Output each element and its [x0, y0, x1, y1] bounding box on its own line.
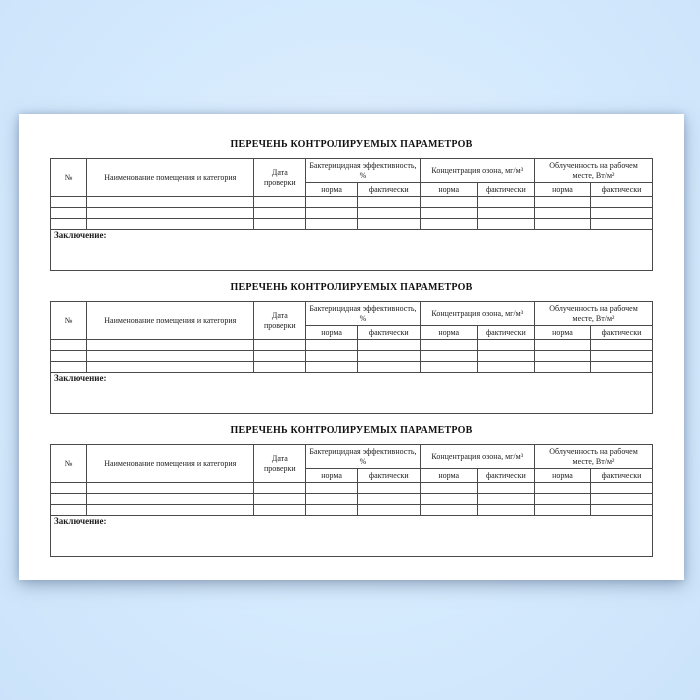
col-header-number: №: [51, 159, 87, 197]
empty-cell: [477, 208, 534, 219]
table-header: [51, 302, 653, 340]
empty-cell: [51, 197, 87, 208]
empty-cell: [306, 197, 358, 208]
empty-cell: [51, 362, 87, 373]
group-header-workplace-irradiance: Облученность на рабочем месте, Вт/м²: [534, 159, 652, 183]
empty-cell: [534, 505, 590, 516]
subheader-irradiance-norm: норма: [534, 326, 590, 340]
subheader-ozone-actual: фактически: [477, 326, 534, 340]
empty-cell: [534, 208, 590, 219]
empty-cell: [590, 340, 652, 351]
conclusion-row: [51, 516, 653, 557]
empty-cell: [87, 494, 254, 505]
header-row-groups: [51, 302, 653, 326]
empty-cell: [420, 197, 477, 208]
empty-cell: [477, 362, 534, 373]
empty-cell: [420, 483, 477, 494]
empty-cell: [306, 505, 358, 516]
conclusion-cell: [51, 373, 653, 414]
conclusion-label: Заключение:: [54, 516, 107, 526]
empty-cell: [87, 351, 254, 362]
empty-cell: [51, 351, 87, 362]
empty-cell: [534, 340, 590, 351]
empty-data-row: [51, 208, 653, 219]
empty-cell: [477, 351, 534, 362]
data-rows: [51, 197, 653, 230]
group-header-ozone-concentration: Концентрация озона, мг/м³: [420, 445, 534, 469]
empty-data-row: [51, 351, 653, 362]
empty-cell: [477, 494, 534, 505]
header-row-groups: [51, 445, 653, 469]
conclusion-row: [51, 373, 653, 414]
empty-cell: [358, 505, 421, 516]
empty-cell: [534, 362, 590, 373]
empty-cell: [477, 483, 534, 494]
conclusion-section: [51, 230, 653, 271]
empty-cell: [358, 351, 421, 362]
sections-container: [50, 139, 653, 557]
subheader-bactericidal-norm: норма: [306, 326, 358, 340]
empty-cell: [87, 483, 254, 494]
empty-cell: [420, 219, 477, 230]
subheader-ozone-norm: норма: [420, 326, 477, 340]
empty-cell: [87, 362, 254, 373]
empty-cell: [358, 219, 421, 230]
empty-cell: [358, 362, 421, 373]
empty-cell: [534, 219, 590, 230]
data-rows: [51, 483, 653, 516]
empty-cell: [358, 494, 421, 505]
empty-cell: [420, 494, 477, 505]
empty-cell: [306, 208, 358, 219]
col-header-room-name: Наименование помещения и категория: [87, 159, 254, 197]
empty-cell: [590, 505, 652, 516]
empty-cell: [534, 494, 590, 505]
empty-cell: [590, 219, 652, 230]
conclusion-cell: [51, 516, 653, 557]
empty-data-row: [51, 494, 653, 505]
col-header-number: №: [51, 302, 87, 340]
empty-cell: [590, 483, 652, 494]
subheader-bactericidal-norm: норма: [306, 183, 358, 197]
empty-cell: [254, 505, 306, 516]
empty-cell: [87, 197, 254, 208]
empty-data-row: [51, 219, 653, 230]
col-header-check-date: Дата проверки: [254, 302, 306, 340]
parameters-table: [50, 444, 653, 557]
empty-cell: [420, 208, 477, 219]
subheader-bactericidal-actual: фактически: [358, 326, 421, 340]
group-header-ozone-concentration: Концентрация озона, мг/м³: [420, 159, 534, 183]
section-title: ПЕРЕЧЕНЬ КОНТРОЛИРУЕМЫХ ПАРАМЕТРОВ: [230, 425, 473, 436]
empty-cell: [254, 351, 306, 362]
empty-cell: [534, 351, 590, 362]
empty-cell: [590, 362, 652, 373]
empty-cell: [420, 362, 477, 373]
subheader-ozone-actual: фактически: [477, 183, 534, 197]
empty-cell: [306, 483, 358, 494]
empty-cell: [306, 362, 358, 373]
empty-cell: [590, 208, 652, 219]
conclusion-cell: [51, 230, 653, 271]
empty-cell: [477, 340, 534, 351]
empty-cell: [590, 197, 652, 208]
section-title: ПЕРЕЧЕНЬ КОНТРОЛИРУЕМЫХ ПАРАМЕТРОВ: [230, 139, 473, 150]
table-header: [51, 445, 653, 483]
group-header-ozone-concentration: Концентрация озона, мг/м³: [420, 302, 534, 326]
empty-cell: [477, 197, 534, 208]
empty-cell: [358, 208, 421, 219]
col-header-check-date: Дата проверки: [254, 445, 306, 483]
empty-cell: [306, 494, 358, 505]
group-header-workplace-irradiance: Облученность на рабочем месте, Вт/м²: [534, 445, 652, 469]
empty-data-row: [51, 362, 653, 373]
empty-cell: [51, 340, 87, 351]
empty-data-row: [51, 340, 653, 351]
subheader-irradiance-norm: норма: [534, 469, 590, 483]
empty-cell: [306, 219, 358, 230]
subheader-bactericidal-actual: фактически: [358, 469, 421, 483]
subheader-irradiance-actual: фактически: [590, 183, 652, 197]
parameters-table: [50, 158, 653, 271]
empty-cell: [87, 505, 254, 516]
subheader-ozone-norm: норма: [420, 183, 477, 197]
empty-cell: [254, 362, 306, 373]
empty-cell: [477, 219, 534, 230]
subheader-bactericidal-norm: норма: [306, 469, 358, 483]
empty-cell: [51, 494, 87, 505]
empty-cell: [306, 351, 358, 362]
empty-cell: [51, 208, 87, 219]
parameters-section: [50, 139, 653, 271]
group-header-bactericidal-efficiency: Бактерицидная эффективность, %: [306, 302, 420, 326]
empty-cell: [590, 351, 652, 362]
empty-data-row: [51, 505, 653, 516]
empty-cell: [254, 340, 306, 351]
group-header-bactericidal-efficiency: Бактерицидная эффективность, %: [306, 159, 420, 183]
empty-cell: [254, 208, 306, 219]
conclusion-section: [51, 373, 653, 414]
empty-cell: [358, 340, 421, 351]
group-header-bactericidal-efficiency: Бактерицидная эффективность, %: [306, 445, 420, 469]
empty-cell: [51, 505, 87, 516]
empty-data-row: [51, 197, 653, 208]
col-header-check-date: Дата проверки: [254, 159, 306, 197]
empty-cell: [51, 219, 87, 230]
empty-cell: [254, 197, 306, 208]
empty-data-row: [51, 483, 653, 494]
empty-cell: [590, 494, 652, 505]
empty-cell: [358, 197, 421, 208]
conclusion-section: [51, 516, 653, 557]
col-header-room-name: Наименование помещения и категория: [87, 445, 254, 483]
empty-cell: [420, 505, 477, 516]
subheader-ozone-actual: фактически: [477, 469, 534, 483]
empty-cell: [87, 208, 254, 219]
group-header-workplace-irradiance: Облученность на рабочем месте, Вт/м²: [534, 302, 652, 326]
subheader-irradiance-actual: фактически: [590, 469, 652, 483]
empty-cell: [420, 351, 477, 362]
parameters-section: [50, 282, 653, 414]
section-title: ПЕРЕЧЕНЬ КОНТРОЛИРУЕМЫХ ПАРАМЕТРОВ: [230, 282, 473, 293]
empty-cell: [358, 483, 421, 494]
col-header-room-name: Наименование помещения и категория: [87, 302, 254, 340]
subheader-ozone-norm: норма: [420, 469, 477, 483]
document-page: [19, 114, 684, 580]
subheader-irradiance-actual: фактически: [590, 326, 652, 340]
col-header-number: №: [51, 445, 87, 483]
empty-cell: [87, 219, 254, 230]
data-rows: [51, 340, 653, 373]
empty-cell: [254, 494, 306, 505]
empty-cell: [254, 483, 306, 494]
empty-cell: [534, 197, 590, 208]
empty-cell: [477, 505, 534, 516]
conclusion-label: Заключение:: [54, 230, 107, 240]
parameters-table: [50, 301, 653, 414]
empty-cell: [306, 340, 358, 351]
parameters-section: [50, 425, 653, 557]
empty-cell: [420, 340, 477, 351]
empty-cell: [51, 483, 87, 494]
conclusion-label: Заключение:: [54, 373, 107, 383]
conclusion-row: [51, 230, 653, 271]
empty-cell: [254, 219, 306, 230]
subheader-bactericidal-actual: фактически: [358, 183, 421, 197]
subheader-irradiance-norm: норма: [534, 183, 590, 197]
empty-cell: [534, 483, 590, 494]
table-header: [51, 159, 653, 197]
header-row-groups: [51, 159, 653, 183]
empty-cell: [87, 340, 254, 351]
